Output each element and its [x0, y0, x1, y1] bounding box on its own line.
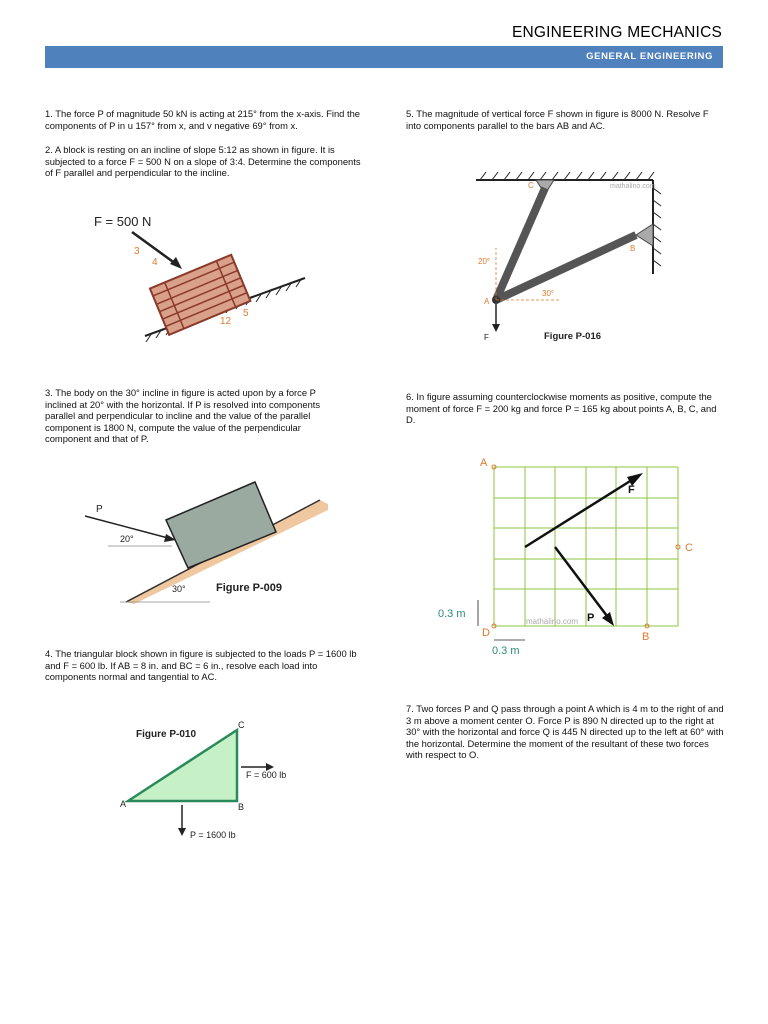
grid-b-label: B	[642, 631, 650, 643]
grid-dim-horizontal: 0.3 m	[492, 645, 520, 657]
header-band	[45, 46, 723, 68]
fig2-force-label: F = 500 N	[94, 214, 152, 229]
fig9-p-label: P	[96, 504, 103, 515]
grid-f-label: F	[628, 484, 635, 496]
grid-watermark: mathalino.com	[526, 617, 579, 626]
figure-p010	[110, 718, 320, 846]
fig2-slope-12: 12	[220, 316, 232, 327]
problem-6: 6. In figure assuming counterclockwise moments as positive, compute the moment of force F = 200 kg and force P = 165 kg about points A, B, C, and D.	[406, 391, 717, 426]
fig9-angle-20: 20°	[120, 534, 134, 544]
fig16-c-label: C	[528, 181, 534, 190]
figure-moment-grid	[430, 456, 710, 658]
fig16-angle-30: 30°	[542, 289, 555, 298]
fig16-b-label: B	[630, 244, 636, 253]
grid-p-label: P	[587, 612, 595, 624]
fig16-angle-20: 20°	[478, 257, 491, 266]
fig9-caption: Figure P-009	[216, 582, 283, 594]
fig9-angle-30: 30°	[172, 584, 186, 594]
figure-p016	[470, 164, 670, 346]
grid-d-label: D	[482, 627, 490, 639]
problem-1: 1. The force P of magnitude 50 kN is acting at 215° from the x-axis. Find the components of P in u 157° from x, and v negative 69° from x.	[45, 108, 361, 131]
fig2-slope-4: 4	[152, 257, 158, 268]
fig16-a-label: A	[484, 297, 490, 306]
problem-4: 4. The triangular block shown in figure is subjected to the loads P = 1600 lb and F = 600 lb. If AB = 8 in. and BC = 6 in., resolve each load into components normal and tangential to AC.	[45, 648, 357, 683]
grid-c-label: C	[685, 542, 693, 554]
problem-2: 2. A block is resting on an incline of slope 5:12 as shown in figure. It is subjected to a force F = 500 N on a slope of 3:4. Determine the components of F parallel and perpendicular to the incline.	[45, 144, 361, 179]
grid-a-label: A	[480, 457, 488, 469]
fig10-b-label: B	[238, 802, 245, 812]
fig10-f-label: F = 600 lb	[246, 770, 287, 780]
fig16-f-label: F	[484, 333, 489, 342]
fig2-slope-5: 5	[243, 308, 249, 319]
problem-7: 7. Two forces P and Q pass through a point A which is 4 m to the right of and 3 m above a moment center O. Force P is 890 N directed up to the right at 30° with the horizontal and force Q is 445 N directed up to the left at 60° with the horizontal. Determine the moment of the resultant of these two forces with respect to O.	[406, 703, 724, 761]
problem-5: 5. The magnitude of vertical force F shown in figure is 8000 N. Resolve F into components parallel to the bars AB and AC.	[406, 108, 709, 131]
fig10-p-label: P = 1600 lb	[190, 830, 236, 840]
fig10-c-label: C	[238, 720, 245, 730]
fig2-slope-3: 3	[134, 246, 140, 257]
fig10-caption: Figure P-010	[136, 729, 197, 740]
page-title: ENGINEERING MECHANICS	[511, 24, 722, 41]
fig16-watermark: mathalino.com	[610, 183, 656, 190]
fig16-caption: Figure P-016	[544, 331, 602, 342]
grid-dim-vertical: 0.3 m	[438, 608, 466, 620]
header-subtitle: GENERAL ENGINEERING	[586, 51, 713, 62]
figure-block-incline	[90, 208, 320, 348]
problem-3: 3. The body on the 30° incline in figure is acted upon by a force P inclined at 20° with the horizontal. If P is resolved into components parallel and perpendicular to incline and the value of the parallel component is 1800 N, compute the value of the perpendicular component and that of P.	[45, 387, 321, 445]
figure-p009	[80, 476, 330, 611]
fig10-a-label: A	[120, 799, 127, 809]
